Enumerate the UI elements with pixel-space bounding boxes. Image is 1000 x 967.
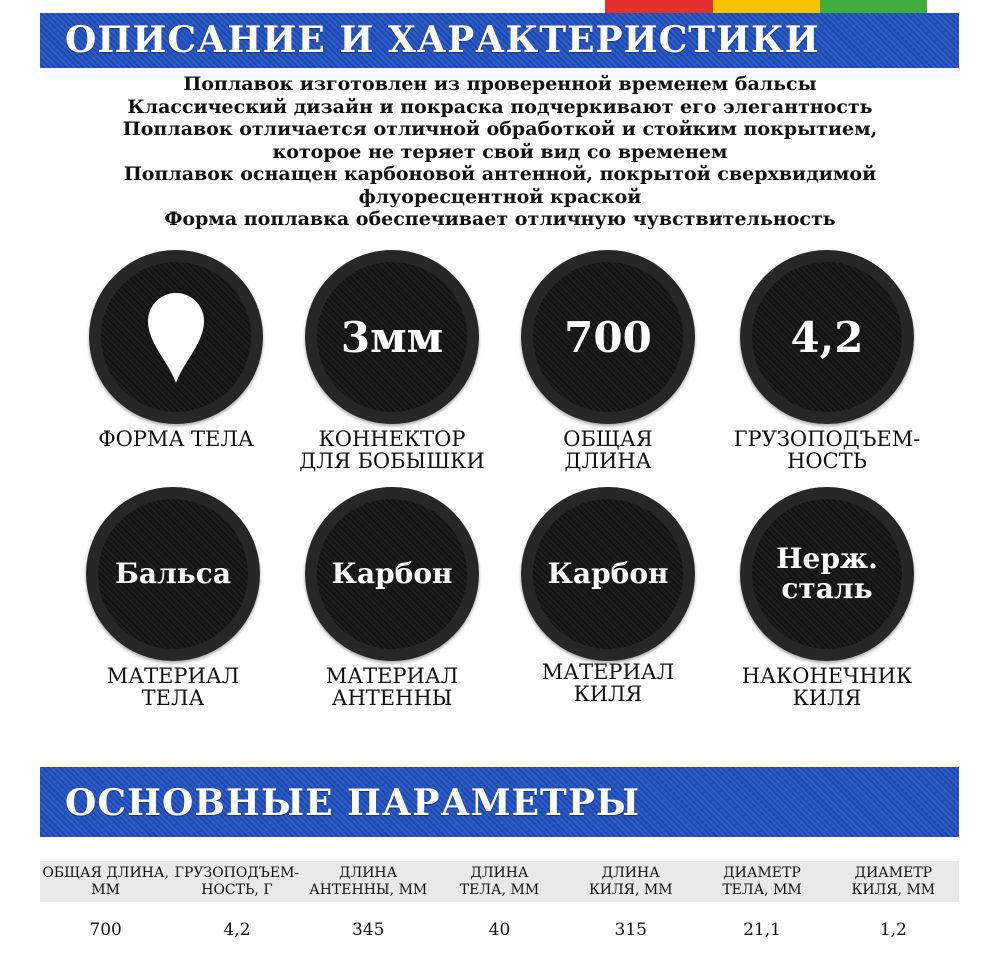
- feature-value: 3мм: [340, 312, 444, 362]
- feature-value: 700: [564, 312, 652, 362]
- description-line: Классический дизайн и покраска подчеркивают его элегантность: [127, 95, 873, 118]
- params-value-cell: 40: [488, 919, 511, 940]
- params-value-cell: 21,1: [743, 919, 781, 940]
- params-value-cell: 315: [614, 919, 647, 940]
- params-value-cell: 700: [89, 919, 122, 940]
- description: [40, 73, 960, 231]
- feature-label: ГРУЗОПОДЪЕМ- НОСТЬ: [733, 427, 921, 473]
- description-line: которое не теряет свой вид со временем: [272, 140, 728, 163]
- description-line: флуоресцентной краской: [358, 185, 642, 208]
- params-header-cell: ДЛИНА КИЛЯ, ММ: [565, 861, 696, 902]
- feature-label: МАТЕРИАЛ ТЕЛА: [106, 664, 240, 710]
- feature-label: НАКОНЕЧНИК КИЛЯ: [741, 664, 913, 710]
- feature-label: КОННЕКТОР ДЛЯ БОБЫШКИ: [299, 427, 485, 473]
- color-strip-green: [820, 0, 927, 13]
- feature-badge: [521, 250, 695, 424]
- feature-value: Карбон: [547, 557, 669, 590]
- params-value-cell: 1,2: [879, 919, 907, 940]
- color-strip-red: [605, 0, 713, 13]
- feature-badge: [86, 487, 260, 661]
- feature-badge: [740, 487, 914, 661]
- params-header-cell: ГРУЗОПОДЪЕМ- НОСТЬ, Г: [171, 861, 302, 902]
- feature-value: Бальса: [114, 557, 231, 590]
- params-header-cell: ДЛИНА ТЕЛА, ММ: [434, 861, 565, 902]
- params-title: ОСНОВНЫЕ ПАРАМЕТРЫ: [65, 782, 641, 824]
- header-banner: [40, 13, 959, 68]
- feature-badge: [89, 250, 263, 424]
- feature-label: МАТЕРИАЛ АНТЕННЫ: [325, 664, 459, 710]
- feature-value: 4,2: [790, 312, 864, 362]
- description-line: Поплавок отличается отличной обработкой и стойким покрытием,: [122, 118, 878, 140]
- feature-label: ОБЩАЯ ДЛИНА: [563, 427, 653, 473]
- params-table: [40, 861, 959, 957]
- description-line: Форма поплавка обеспечивает отличную чувствительность: [164, 208, 836, 230]
- params-header-row: [40, 861, 959, 902]
- feature-badge: [305, 487, 479, 661]
- feature-badge: [740, 250, 914, 424]
- feature-badge: [521, 487, 695, 661]
- params-header-cell: ОБЩАЯ ДЛИНА, ММ: [40, 861, 171, 902]
- params-value-row: [40, 902, 959, 957]
- feature-badge: [305, 250, 479, 424]
- feature-label: МАТЕРИАЛ КИЛЯ: [541, 660, 675, 706]
- feature-value: Нерж. сталь: [776, 542, 878, 605]
- color-strip-yellow: [713, 0, 820, 13]
- description-line: Поплавок изготовлен из проверенной временем бальсы: [183, 73, 817, 95]
- feature-label: ФОРМА ТЕЛА: [98, 427, 254, 451]
- page-title: ОПИСАНИЕ И ХАРАКТЕРИСТИКИ: [65, 19, 820, 61]
- teardrop-shape-icon: [146, 291, 206, 383]
- params-value-cell: 345: [351, 919, 385, 940]
- description-line: Поплавок оснащен карбоновой антенной, покрытой сверхвидимой: [123, 163, 877, 185]
- params-banner: [40, 767, 959, 837]
- feature-value: Карбон: [331, 557, 453, 590]
- params-header-cell: ДИАМЕТР КИЛЯ, ММ: [828, 861, 959, 902]
- params-header-cell: ДЛИНА АНТЕННЫ, ММ: [303, 861, 434, 902]
- params-value-cell: 4,2: [223, 919, 251, 940]
- params-header-cell: ДИАМЕТР ТЕЛА, ММ: [696, 861, 827, 902]
